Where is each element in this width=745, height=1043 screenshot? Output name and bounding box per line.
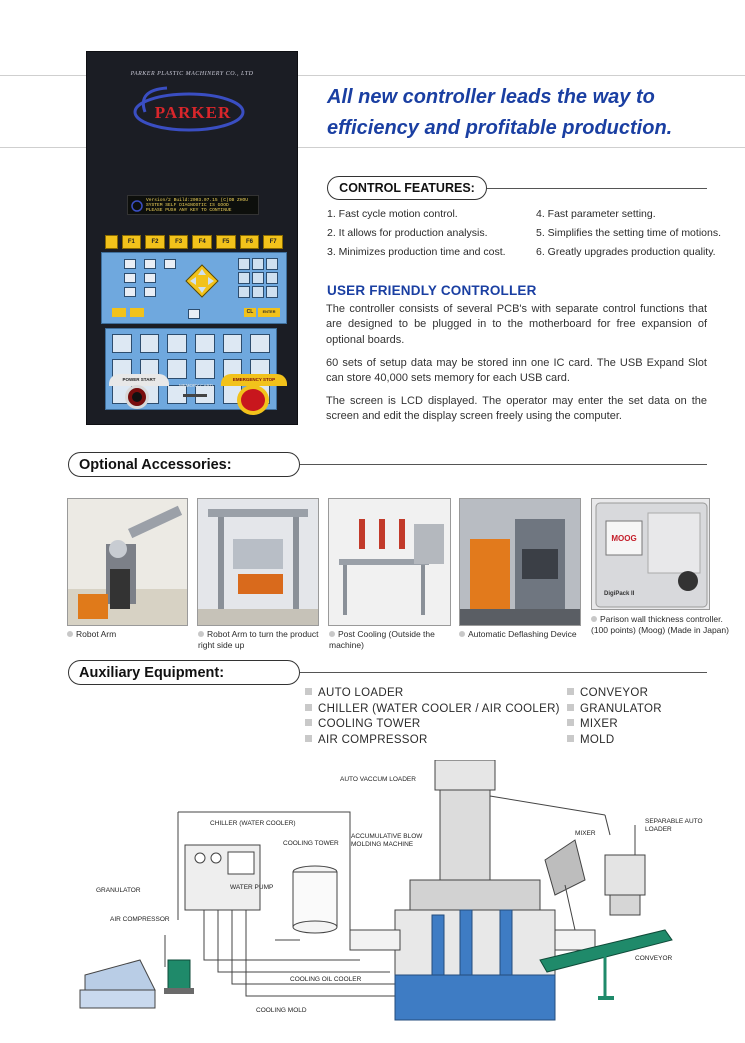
robot-arm-turn-photo xyxy=(197,498,319,626)
accumulative-machine-label: ACCUMULATIVE BLOW MOLDING MACHINE xyxy=(351,833,423,848)
bullet-icon xyxy=(67,631,73,637)
emergency-stop-label: EMERGENCY STOP xyxy=(221,374,287,386)
numeric-key[interactable] xyxy=(238,272,250,284)
mode-key[interactable] xyxy=(144,259,156,269)
control-keypad xyxy=(101,252,287,324)
separable-auto-loader-label: SEPARABLE AUTO LOADER xyxy=(645,818,703,833)
optional-accessories-title: Optional Accessories: xyxy=(68,452,300,477)
f3-key[interactable]: F3 xyxy=(169,235,189,249)
bullet-square-icon xyxy=(305,688,312,695)
deflashing-caption xyxy=(459,629,589,640)
chiller-label: CHILLER (WATER COOLER) xyxy=(210,820,296,827)
air-compressor xyxy=(164,960,194,994)
emergency-stop-button[interactable] xyxy=(237,385,269,415)
f4-key[interactable]: F4 xyxy=(192,235,212,249)
aux-list-right xyxy=(567,686,662,748)
aux-item: AIR COMPRESSOR xyxy=(305,733,560,749)
caption-text: Parison wall thickness controller. (100 points) (Moog) (Made in Japan) xyxy=(591,614,729,635)
headline-line-2: efficiency and profitable production. xyxy=(327,117,673,139)
robot-arm-turn-image xyxy=(198,499,319,626)
deflashing-photo xyxy=(459,498,581,626)
icon-key[interactable] xyxy=(167,334,187,353)
caption-text: Post Cooling (Outside the machine) xyxy=(329,629,435,650)
bullet-icon xyxy=(329,631,335,637)
icon-key[interactable] xyxy=(195,359,215,378)
icon-key[interactable] xyxy=(223,334,243,353)
optional-accessories-rule xyxy=(300,464,707,465)
aux-list-left xyxy=(305,686,560,748)
f2-key[interactable]: F2 xyxy=(145,235,165,249)
cooling-mold-label: COOLING MOLD xyxy=(256,1007,307,1014)
features-right-column xyxy=(536,205,721,262)
auto-vaccum-loader-label: AUTO VACCUM LOADER xyxy=(340,776,416,783)
post-cooling-photo xyxy=(328,498,451,626)
aux-item: GRANULATOR xyxy=(567,702,662,718)
control-features-title: CONTROL FEATURES: xyxy=(327,176,487,200)
feature-item: 5. Simplifies the setting time of motions. xyxy=(536,227,721,239)
cooling-tower xyxy=(293,866,337,933)
feature-item: 6. Greatly upgrades production quality. xyxy=(536,246,716,258)
headline-line-1: All new controller leads the way to xyxy=(327,86,655,108)
feature-item: 4. Fast parameter setting. xyxy=(536,208,656,220)
f6-key[interactable]: F6 xyxy=(240,235,260,249)
robot-arm-turn-caption xyxy=(198,629,326,651)
controller-panel-photo xyxy=(86,51,298,425)
moog-model-text: DigiPack II xyxy=(604,591,635,597)
moog-brand-text: MOOG xyxy=(611,534,637,543)
numeric-key[interactable] xyxy=(266,286,278,298)
mode-key[interactable] xyxy=(144,273,156,283)
numeric-key[interactable] xyxy=(252,286,264,298)
lcd-logo-icon xyxy=(130,199,144,213)
numeric-key[interactable] xyxy=(266,258,278,270)
icon-key[interactable] xyxy=(167,359,187,378)
mode-key[interactable] xyxy=(144,287,156,297)
robot-arm-caption xyxy=(67,629,192,640)
bullet-square-icon xyxy=(567,704,574,711)
robot-arm-image xyxy=(68,499,188,626)
conveyor-label: CONVEYOR xyxy=(635,955,673,962)
function-key-row xyxy=(105,235,283,249)
caption-text: Robot Arm to turn the product right side up xyxy=(198,629,319,650)
chiller-unit xyxy=(185,845,260,910)
f5-key[interactable]: F5 xyxy=(216,235,236,249)
bullet-square-icon xyxy=(567,719,574,726)
mode-key[interactable] xyxy=(188,309,200,319)
equipment-layout-diagram xyxy=(60,760,745,1043)
numeric-key[interactable] xyxy=(238,286,250,298)
icon-key[interactable] xyxy=(250,334,270,353)
feature-item: 1. Fast cycle motion control. xyxy=(327,208,458,220)
mode-key[interactable] xyxy=(124,287,136,297)
user-friendly-title: USER FRIENDLY CONTROLLER xyxy=(327,283,537,298)
lcd-display xyxy=(127,195,259,215)
icon-key[interactable] xyxy=(195,334,215,353)
aux-item: MOLD xyxy=(567,733,662,749)
post-cooling-caption xyxy=(329,629,464,651)
feature-item: 3. Minimizes production time and cost. xyxy=(327,246,506,258)
mode-key[interactable] xyxy=(124,273,136,283)
aux-item: CHILLER (WATER COOLER / AIR COOLER) xyxy=(305,702,560,718)
blank-key[interactable] xyxy=(105,235,118,249)
memory-card-label: MEMORY CARD xyxy=(178,383,214,388)
granulator-label: GRANULATOR xyxy=(96,887,141,894)
headline xyxy=(327,82,737,144)
deflashing-image xyxy=(460,499,581,626)
robot-arm-photo xyxy=(67,498,188,626)
bullet-icon xyxy=(459,631,465,637)
cooling-oil-cooler-label: COOLING OIL COOLER xyxy=(290,976,362,983)
parker-logo xyxy=(127,82,257,138)
post-cooling-image xyxy=(329,499,451,626)
direction-pad-icon[interactable] xyxy=(184,263,220,299)
moog-controller-image xyxy=(592,499,710,610)
features-left-column xyxy=(327,205,506,262)
mixer-label: MIXER xyxy=(575,830,596,837)
f7-key[interactable]: F7 xyxy=(263,235,283,249)
f1-key[interactable]: F1 xyxy=(122,235,142,249)
auxiliary-equipment-title: Auxiliary Equipment: xyxy=(68,660,300,685)
separable-auto-loader xyxy=(605,855,645,915)
bullet-square-icon xyxy=(305,735,312,742)
bullet-square-icon xyxy=(567,688,574,695)
numeric-key[interactable] xyxy=(238,258,250,270)
power-start-button[interactable] xyxy=(125,385,149,409)
caption-text: Automatic Deflashing Device xyxy=(468,629,577,639)
panel-maker-name: PARKER PLASTIC MACHINERY CO., LTD xyxy=(130,71,254,77)
icon-key[interactable] xyxy=(112,334,132,353)
auxiliary-key[interactable] xyxy=(112,308,126,317)
auxiliary-key[interactable] xyxy=(130,308,144,317)
moog-controller-photo xyxy=(591,498,710,610)
control-features-rule xyxy=(487,188,707,189)
aux-item: COOLING TOWER xyxy=(305,717,560,733)
power-start-label: POWER START xyxy=(109,374,169,386)
parker-logo-text: PARKER xyxy=(154,103,232,122)
memory-card-slot[interactable] xyxy=(183,394,207,397)
clear-key[interactable]: CL xyxy=(244,308,256,317)
user-friendly-paragraph-1: The controller consists of several PCB's with separate control functions that are designed to be plugged in to the motherboard for free expansion of optional boards. xyxy=(326,303,707,346)
aux-item: CONVEYOR xyxy=(567,686,662,702)
bullet-icon xyxy=(591,616,597,622)
user-friendly-paragraph-2: 60 sets of setup data may be stored inn one IC card. The USB Expand Slot can store 40,000 sets memory for each USB card. xyxy=(326,357,707,385)
water-pump-label: WATER PUMP xyxy=(230,884,274,891)
icon-key[interactable] xyxy=(140,334,160,353)
user-friendly-paragraph-3: The screen is LCD displayed. The operator may enter the set data on the screen and edit the display screen freely using the computer. xyxy=(326,395,707,423)
mode-key[interactable] xyxy=(164,259,176,269)
feature-item: 2. It allows for production analysis. xyxy=(327,227,488,239)
auxiliary-equipment-rule xyxy=(300,672,707,673)
granulator xyxy=(80,960,155,1008)
numeric-key[interactable] xyxy=(266,272,278,284)
cooling-tower-label: COOLING TOWER xyxy=(283,840,339,847)
numeric-key[interactable] xyxy=(252,272,264,284)
numeric-keypad xyxy=(238,258,278,298)
bullet-square-icon xyxy=(567,735,574,742)
air-compressor-label: AIR COMPRESSOR xyxy=(110,916,170,923)
caption-text: Robot Arm xyxy=(76,629,117,639)
bullet-icon xyxy=(198,631,204,637)
mode-key[interactable] xyxy=(124,259,136,269)
lcd-text: Version/2 Build:2003.07.15 (C)OB ZHOU SYSTEM SELF DIAGNOSTIC IS GOOD PLEASE PUSH ANY KEY TO CONTINUE xyxy=(146,198,248,214)
enter-key[interactable]: ENTER xyxy=(258,308,280,317)
aux-item: MIXER xyxy=(567,717,662,733)
numeric-key[interactable] xyxy=(252,258,264,270)
diagram-drawing xyxy=(60,760,745,1043)
bullet-square-icon xyxy=(305,719,312,726)
bullet-square-icon xyxy=(305,704,312,711)
aux-item: AUTO LOADER xyxy=(305,686,560,702)
moog-controller-caption xyxy=(591,614,731,636)
